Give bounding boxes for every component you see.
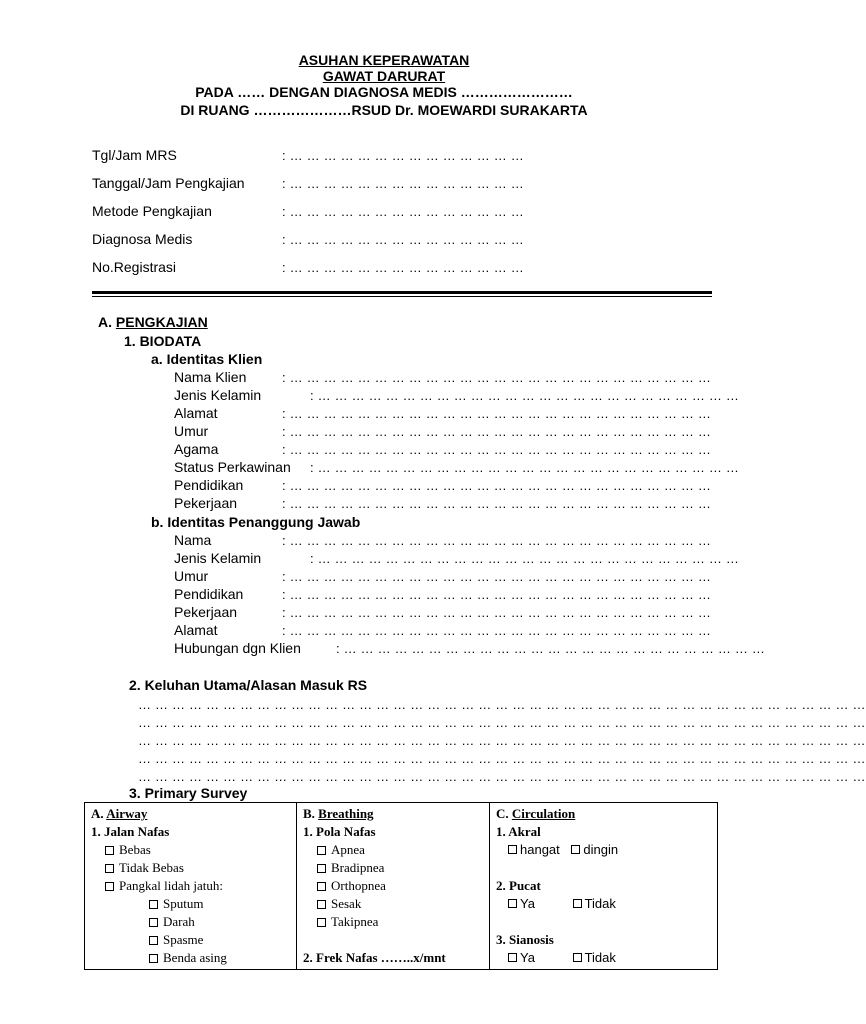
klien-value-agama[interactable]: : … … … … … … … … … … … … … … … … … … … … … … … … … <box>282 442 712 457</box>
airway-sub-spasme[interactable] <box>91 931 290 949</box>
checkbox-icon[interactable] <box>508 953 517 962</box>
doc-title-line3: PADA …… DENGAN DIAGNOSA MEDIS …………………… <box>195 84 573 100</box>
checkbox-icon[interactable] <box>105 882 114 891</box>
klien-label-agama: Agama <box>174 441 219 457</box>
klien-value-pekerjaan[interactable]: : … … … … … … … … … … … … … … … … … … … … … … … … … <box>282 496 712 511</box>
header-divider-thick <box>92 291 712 294</box>
pj-value-pendidikan[interactable]: : … … … … … … … … … … … … … … … … … … … … … … … … … <box>282 587 712 602</box>
circulation-akral: 1. Akral <box>496 824 541 839</box>
airway-jalan-nafas: 1. Jalan Nafas <box>91 824 170 839</box>
pj-label-pendidikan: Pendidikan <box>174 586 244 602</box>
breathing-column <box>297 803 490 970</box>
keluhan-heading: 2. Keluhan Utama/Alasan Masuk RS <box>129 677 368 693</box>
breathing-option-apnea[interactable] <box>303 841 483 859</box>
identitas-klien-heading: a. Identitas Klien <box>151 351 263 367</box>
circulation-sianosis-options <box>496 949 711 967</box>
pj-value-umur[interactable]: : … … … … … … … … … … … … … … … … … … … … … … … … … <box>282 569 712 584</box>
section-a-heading <box>98 314 208 330</box>
pj-value-nama[interactable]: : … … … … … … … … … … … … … … … … … … … … … … … … … <box>282 533 712 548</box>
klien-label-nama: Nama Klien <box>174 369 247 385</box>
airway-sub-darah[interactable] <box>91 913 290 931</box>
pj-label-hubungan: Hubungan dgn Klien <box>174 640 301 656</box>
pucat-option-tidak[interactable] <box>573 896 616 911</box>
meta-label-diagnosa: Diagnosa Medis <box>92 231 193 247</box>
airway-option-tidak-bebas[interactable] <box>91 859 290 877</box>
meta-label-tgl-pengkajian: Tanggal/Jam Pengkajian <box>92 175 245 191</box>
airway-heading <box>91 805 290 823</box>
pj-value-alamat[interactable]: : … … … … … … … … … … … … … … … … … … … … … … … … … <box>282 623 712 638</box>
breathing-option-sesak[interactable] <box>303 895 483 913</box>
checkbox-icon[interactable] <box>149 918 158 927</box>
sianosis-option-ya[interactable] <box>508 950 535 965</box>
pj-label-alamat: Alamat <box>174 622 218 638</box>
klien-label-pekerjaan: Pekerjaan <box>174 495 238 511</box>
akral-option-hangat-label: hangat <box>520 842 560 857</box>
circulation-akral-options <box>496 841 711 859</box>
checkbox-icon[interactable] <box>105 846 114 855</box>
breathing-prefix: B. <box>303 806 315 821</box>
checkbox-icon[interactable] <box>105 864 114 873</box>
pj-label-pekerjaan: Pekerjaan <box>174 604 238 620</box>
doc-title-line1: ASUHAN KEPERAWATAN <box>298 52 470 68</box>
breathing-option-bradipnea-label: Bradipnea <box>331 860 385 875</box>
circulation-prefix: C. <box>496 806 509 821</box>
airway-sub-sputum[interactable] <box>91 895 290 913</box>
checkbox-icon[interactable] <box>149 936 158 945</box>
meta-label-metode: Metode Pengkajian <box>92 203 212 219</box>
sianosis-option-tidak[interactable] <box>573 950 616 965</box>
airway-sub-sputum-label: Sputum <box>163 896 204 911</box>
klien-label-umur: Umur <box>174 423 209 439</box>
airway-option-bebas-label: Bebas <box>119 842 151 857</box>
keluhan-line-3[interactable]: … … … … … … … … … … … … … … … … … … … … … … … … … … … … … … … … … … … … … … … … … … … <box>138 733 866 748</box>
pj-label-jenis-kelamin: Jenis Kelamin <box>174 550 262 566</box>
checkbox-icon[interactable] <box>571 845 580 854</box>
circulation-spacer-2 <box>496 913 711 931</box>
checkbox-icon[interactable] <box>317 864 326 873</box>
sianosis-option-tidak-label: Tidak <box>584 950 616 965</box>
doc-title-line4: DI RUANG …………………RSUD Dr. MOEWARDI SURAKARTA <box>180 102 588 118</box>
airway-column <box>85 803 297 970</box>
airway-prefix: A. <box>91 806 104 821</box>
meta-value-tgl-pengkajian[interactable]: : … … … … … … … … … … … … … … <box>282 176 524 191</box>
klien-label-pendidikan: Pendidikan <box>174 477 244 493</box>
circulation-pucat-options <box>496 895 711 913</box>
keluhan-line-1[interactable]: … … … … … … … … … … … … … … … … … … … … … … … … … … … … … … … … … … … … … … … … … … … <box>138 697 866 712</box>
breathing-option-bradipnea[interactable] <box>303 859 483 877</box>
meta-value-tgl-mrs[interactable]: : … … … … … … … … … … … … … … <box>282 148 524 163</box>
keluhan-line-2[interactable]: … … … … … … … … … … … … … … … … … … … … … … … … … … … … … … … … … … … … … … … … … … … <box>138 715 866 730</box>
airway-option-bebas[interactable] <box>91 841 290 859</box>
akral-option-dingin[interactable] <box>571 842 618 857</box>
breathing-frek-nafas[interactable]: 2. Frek Nafas ……..x/mnt <box>303 950 446 965</box>
identitas-penanggung-heading: b. Identitas Penanggung Jawab <box>151 514 361 530</box>
checkbox-icon[interactable] <box>317 900 326 909</box>
airway-sub-darah-label: Darah <box>163 914 195 929</box>
airway-option-tidak-bebas-label: Tidak Bebas <box>119 860 184 875</box>
checkbox-icon[interactable] <box>508 845 517 854</box>
pucat-option-ya-label: Ya <box>520 896 535 911</box>
pj-label-nama: Nama <box>174 532 212 548</box>
keluhan-line-5[interactable]: … … … … … … … … … … … … … … … … … … … … … … … … … … … … … … … … … … … … … … … … … … … <box>138 769 866 784</box>
meta-value-metode[interactable]: : … … … … … … … … … … … … … … <box>282 204 524 219</box>
breathing-option-orthopnea-label: Orthopnea <box>331 878 386 893</box>
klien-value-pendidikan[interactable]: : … … … … … … … … … … … … … … … … … … … … … … … … … <box>282 478 712 493</box>
primary-survey-table <box>84 802 718 970</box>
pj-value-pekerjaan[interactable]: : … … … … … … … … … … … … … … … … … … … … … … … … … <box>282 605 712 620</box>
circulation-pucat: 2. Pucat <box>496 878 541 893</box>
checkbox-icon[interactable] <box>149 954 158 963</box>
meta-value-no-registrasi[interactable]: : … … … … … … … … … … … … … … <box>282 260 524 275</box>
checkbox-icon[interactable] <box>149 900 158 909</box>
airway-option-pangkal-lidah-label: Pangkal lidah jatuh: <box>119 878 223 893</box>
klien-value-nama[interactable]: : … … … … … … … … … … … … … … … … … … … … … … … … … <box>282 370 712 385</box>
breathing-option-takipnea[interactable] <box>303 913 483 931</box>
section-a-prefix: A. <box>98 314 112 330</box>
checkbox-icon[interactable] <box>573 899 582 908</box>
klien-value-umur[interactable]: : … … … … … … … … … … … … … … … … … … … … … … … … … <box>282 424 712 439</box>
pj-value-jenis-kelamin[interactable]: : … … … … … … … … … … … … … … … … … … … … … … … … … <box>310 551 740 566</box>
circulation-column <box>490 803 718 970</box>
doc-title-line2: GAWAT DARURAT <box>322 68 446 84</box>
circulation-spacer-1 <box>496 859 711 877</box>
klien-value-alamat[interactable]: : … … … … … … … … … … … … … … … … … … … … … … … … … <box>282 406 712 421</box>
breathing-heading <box>303 805 483 823</box>
header-divider-thin <box>92 296 712 297</box>
section-a-title: PENGKAJIAN <box>115 314 208 330</box>
akral-option-hangat[interactable] <box>508 842 560 857</box>
keluhan-line-4[interactable]: … … … … … … … … … … … … … … … … … … … … … … … … … … … … … … … … … … … … … … … … … … … <box>138 751 866 766</box>
biodata-heading: 1. BIODATA <box>124 333 202 349</box>
meta-label-tgl-mrs: Tgl/Jam MRS <box>92 147 177 163</box>
checkbox-icon[interactable] <box>317 882 326 891</box>
breathing-spacer <box>303 931 483 949</box>
sianosis-option-ya-label: Ya <box>520 950 535 965</box>
klien-label-status-perkawinan: Status Perkawinan <box>174 459 291 475</box>
klien-label-jenis-kelamin: Jenis Kelamin <box>174 387 262 403</box>
pucat-option-tidak-label: Tidak <box>584 896 616 911</box>
breathing-option-apnea-label: Apnea <box>331 842 365 857</box>
akral-option-dingin-label: dingin <box>583 842 619 857</box>
meta-label-no-registrasi: No.Registrasi <box>92 259 177 275</box>
airway-sub-spasme-label: Spasme <box>163 932 204 947</box>
airway-title: Airway <box>106 806 148 821</box>
breathing-option-sesak-label: Sesak <box>331 896 362 911</box>
circulation-sianosis: 3. Sianosis <box>496 932 554 947</box>
meta-value-diagnosa[interactable]: : … … … … … … … … … … … … … … <box>282 232 524 247</box>
klien-value-status-perkawinan[interactable]: : … … … … … … … … … … … … … … … … … … … … … … … … … <box>310 460 740 475</box>
circulation-title: Circulation <box>511 806 576 821</box>
pj-label-umur: Umur <box>174 568 209 584</box>
klien-value-jenis-kelamin[interactable]: : … … … … … … … … … … … … … … … … … … … … … … … … … <box>310 388 740 403</box>
breathing-option-takipnea-label: Takipnea <box>331 914 379 929</box>
breathing-option-orthopnea[interactable] <box>303 877 483 895</box>
checkbox-icon[interactable] <box>317 918 326 927</box>
airway-option-pangkal-lidah[interactable] <box>91 877 290 895</box>
breathing-pola-nafas: 1. Pola Nafas <box>303 824 376 839</box>
pj-value-hubungan[interactable]: : … … … … … … … … … … … … … … … … … … … … … … … … … <box>336 641 766 656</box>
airway-sub-benda-asing-label: Benda asing <box>163 950 227 965</box>
primary-survey-heading: 3. Primary Survey <box>129 785 248 801</box>
breathing-title: Breathing <box>318 806 374 821</box>
airway-sub-benda-asing[interactable] <box>91 949 290 967</box>
checkbox-icon[interactable] <box>317 846 326 855</box>
circulation-heading <box>496 805 711 823</box>
klien-label-alamat: Alamat <box>174 405 218 421</box>
pucat-option-ya[interactable] <box>508 896 535 911</box>
checkbox-icon[interactable] <box>573 953 582 962</box>
checkbox-icon[interactable] <box>508 899 517 908</box>
